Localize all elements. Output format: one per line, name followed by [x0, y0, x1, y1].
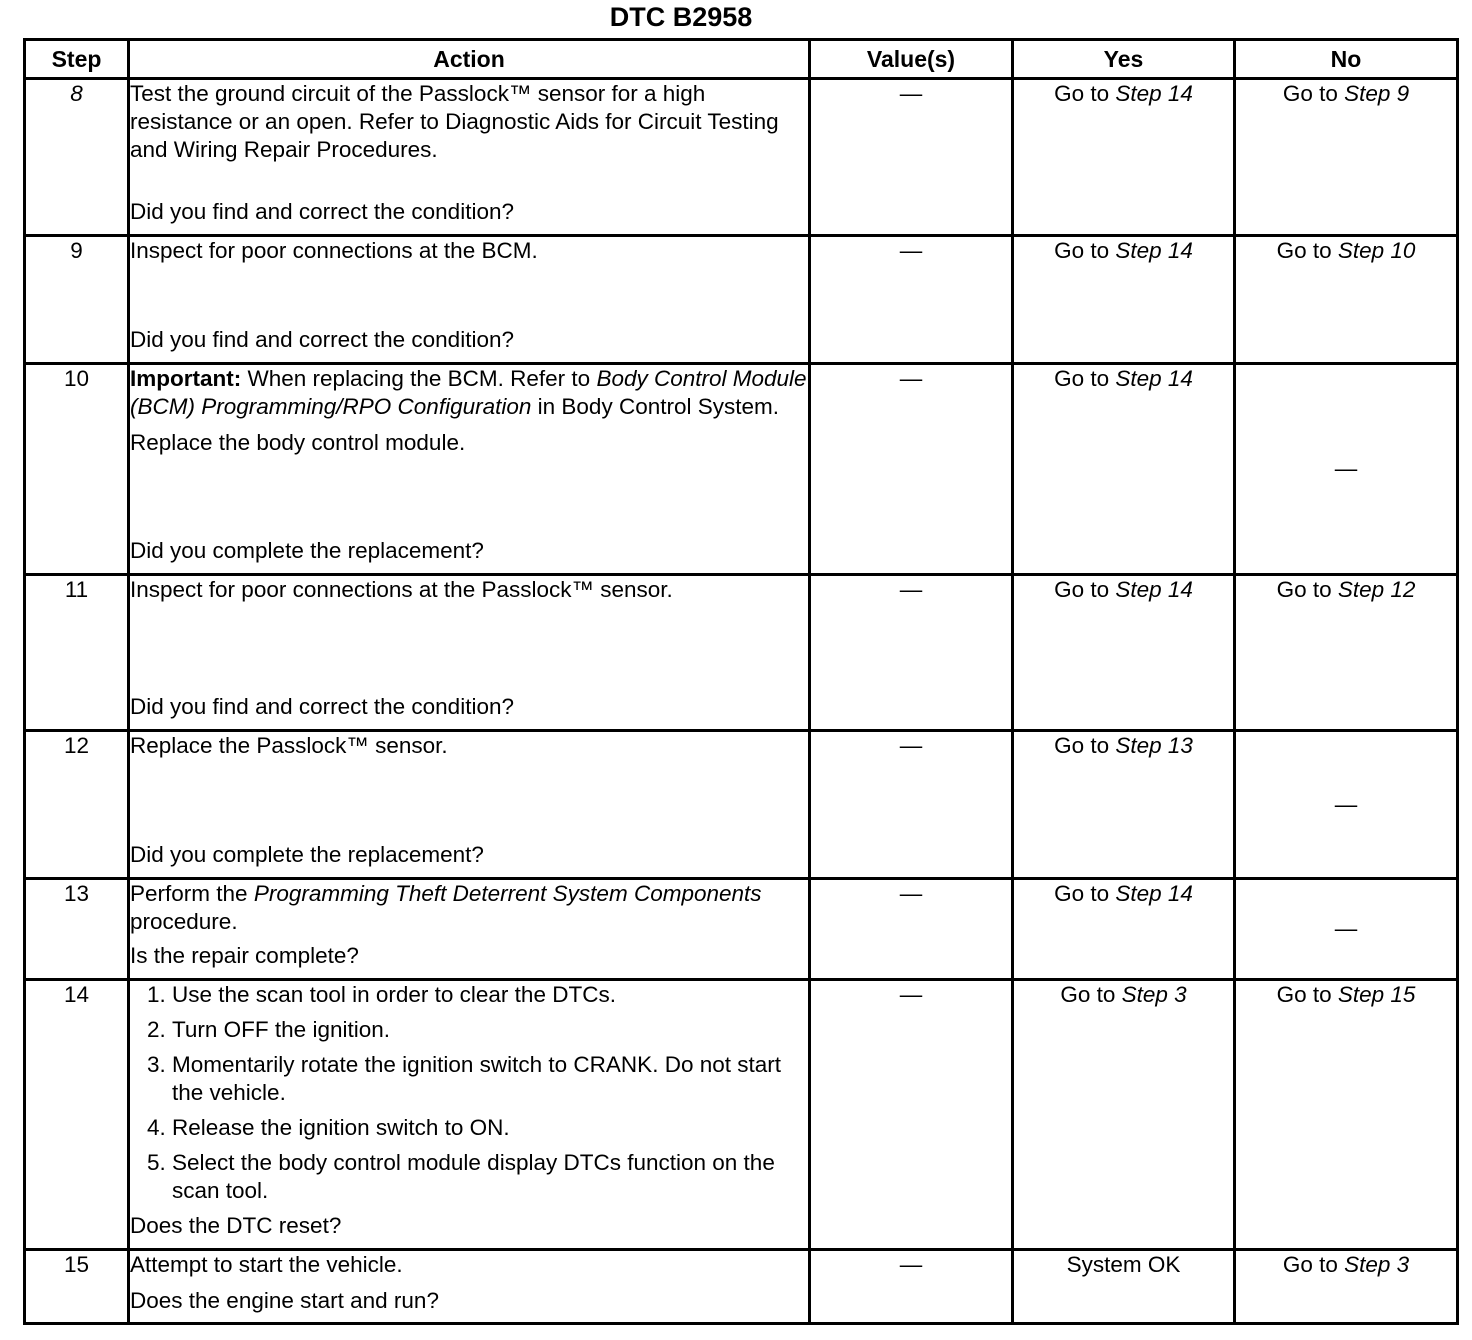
action-question: Does the DTC reset? [130, 1213, 342, 1238]
list-item: 4. Release the ignition switch to ON. [172, 1114, 808, 1142]
yes-cell [1013, 879, 1235, 980]
no-prefix: Go to [1276, 238, 1332, 263]
yes-cell [1013, 364, 1235, 575]
no-cell: — [1235, 879, 1458, 980]
step-number: 12 [25, 731, 129, 879]
action-text: Replace the body control module. [130, 430, 466, 455]
list-item: 2. Turn OFF the ignition. [172, 1016, 808, 1044]
yes-prefix: Go to [1054, 733, 1110, 758]
table-row [25, 879, 1458, 980]
yes-prefix: Go to [1054, 577, 1110, 602]
no-cell [1235, 79, 1458, 236]
no-cell [1235, 980, 1458, 1250]
action-text: Test the ground circuit of the Passlock™ sensor for a high resistance or an open. Refer to Diagnostic Aids for Circuit Testing and Wiring Repair Procedures. [130, 81, 779, 162]
action-cell [129, 980, 810, 1250]
step-number: 14 [25, 980, 129, 1250]
header-yes: Yes [1013, 40, 1235, 79]
yes-step-ref: Step 14 [1115, 577, 1193, 602]
yes-step-ref: Step 13 [1115, 733, 1193, 758]
yes-cell [1013, 575, 1235, 731]
no-cell [1235, 575, 1458, 731]
yes-cell [1013, 980, 1235, 1250]
value-cell: — [810, 79, 1013, 236]
action-question: Did you complete the replacement? [130, 842, 484, 867]
no-prefix: Go to [1282, 81, 1338, 106]
yes-prefix: Go to [1054, 366, 1110, 391]
no-step-ref: Step 15 [1337, 982, 1416, 1007]
header-step: Step [25, 40, 129, 79]
list-item: 5. Select the body control module display DTCs function on the scan tool. [172, 1149, 808, 1205]
action-question: Did you find and correct the condition? [130, 327, 514, 352]
action-question: Did you complete the replacement? [130, 538, 484, 563]
yes-step-ref: Step 3 [1121, 982, 1187, 1007]
no-step-ref: Step 3 [1344, 1252, 1410, 1277]
header-values: Value(s) [810, 40, 1013, 79]
yes-cell [1013, 731, 1235, 879]
table-row [25, 364, 1458, 575]
important-ref: Body Control Module (BCM) Programming/RPO Configuration [130, 366, 807, 419]
yes-step-ref: Step 14 [1115, 238, 1193, 263]
important-tail: in Body Control System. [537, 394, 779, 419]
action-text: Inspect for poor connections at the Passlock™ sensor. [130, 577, 673, 602]
action-cell [129, 364, 810, 575]
no-prefix: Go to [1276, 577, 1332, 602]
no-step-ref: Step 10 [1337, 238, 1416, 263]
yes-prefix: Go to [1054, 881, 1110, 906]
action-pre: Perform the [130, 881, 248, 906]
yes-prefix: Go to [1054, 81, 1110, 106]
step-number: 11 [25, 575, 129, 731]
action-cell [129, 731, 810, 879]
action-post: procedure. [130, 909, 238, 934]
no-cell [1235, 236, 1458, 364]
action-question: Did you find and correct the condition? [130, 694, 514, 719]
header-action: Action [129, 40, 810, 79]
action-text: Replace the Passlock™ sensor. [130, 733, 448, 758]
no-step-ref: Step 12 [1337, 577, 1416, 602]
no-step-ref: Step 9 [1344, 81, 1410, 106]
value-cell: — [810, 575, 1013, 731]
value-cell: — [810, 1250, 1013, 1324]
value-cell: — [810, 236, 1013, 364]
action-cell [129, 236, 810, 364]
no-cell: — [1235, 731, 1458, 879]
header-no: No [1235, 40, 1458, 79]
table-row [25, 980, 1458, 1250]
step-number: 15 [25, 1250, 129, 1324]
table-row [25, 575, 1458, 731]
procedure-list [130, 981, 808, 1209]
table-row [25, 236, 1458, 364]
yes-cell [1013, 79, 1235, 236]
no-prefix: Go to [1276, 982, 1332, 1007]
yes-step-ref: Step 14 [1115, 881, 1193, 906]
important-text: When replacing the BCM. Refer to [247, 366, 591, 391]
action-question: Does the engine start and run? [130, 1288, 439, 1313]
list-item: 1. Use the scan tool in order to clear the DTCs. [172, 981, 808, 1009]
value-cell: — [810, 364, 1013, 575]
yes-cell [1013, 236, 1235, 364]
yes-cell: System OK [1013, 1250, 1235, 1324]
header-row [25, 40, 1458, 79]
action-question: Is the repair complete? [130, 943, 359, 968]
table-row [25, 731, 1458, 879]
step-number: 10 [25, 364, 129, 575]
yes-step-ref: Step 14 [1115, 366, 1193, 391]
value-cell: — [810, 731, 1013, 879]
dtc-table [23, 38, 1459, 1325]
step-number: 13 [25, 879, 129, 980]
action-question: Did you find and correct the condition? [130, 199, 514, 224]
yes-step-ref: Step 14 [1115, 81, 1193, 106]
yes-prefix: Go to [1060, 982, 1116, 1007]
action-text: Inspect for poor connections at the BCM. [130, 238, 538, 263]
action-cell [129, 879, 810, 980]
list-item: 3. Momentarily rotate the ignition switch to CRANK. Do not start the vehicle. [172, 1051, 808, 1107]
step-number: 8 [25, 79, 129, 236]
step-number: 9 [25, 236, 129, 364]
yes-prefix: Go to [1054, 238, 1110, 263]
important-note [130, 365, 808, 421]
action-cell [129, 575, 810, 731]
action-text [130, 880, 808, 936]
table-row [25, 1250, 1458, 1324]
action-cell [129, 1250, 810, 1324]
table-row [25, 79, 1458, 236]
action-text: Attempt to start the vehicle. [130, 1252, 403, 1277]
page-title: DTC B2958 [609, 2, 753, 32]
no-cell: — [1235, 364, 1458, 575]
value-cell: — [810, 980, 1013, 1250]
value-cell: — [810, 879, 1013, 980]
action-cell [129, 79, 810, 236]
action-ref: Programming Theft Deterrent System Components [253, 881, 762, 906]
no-cell [1235, 1250, 1458, 1324]
important-label: Important: [130, 366, 242, 391]
no-prefix: Go to [1282, 1252, 1338, 1277]
